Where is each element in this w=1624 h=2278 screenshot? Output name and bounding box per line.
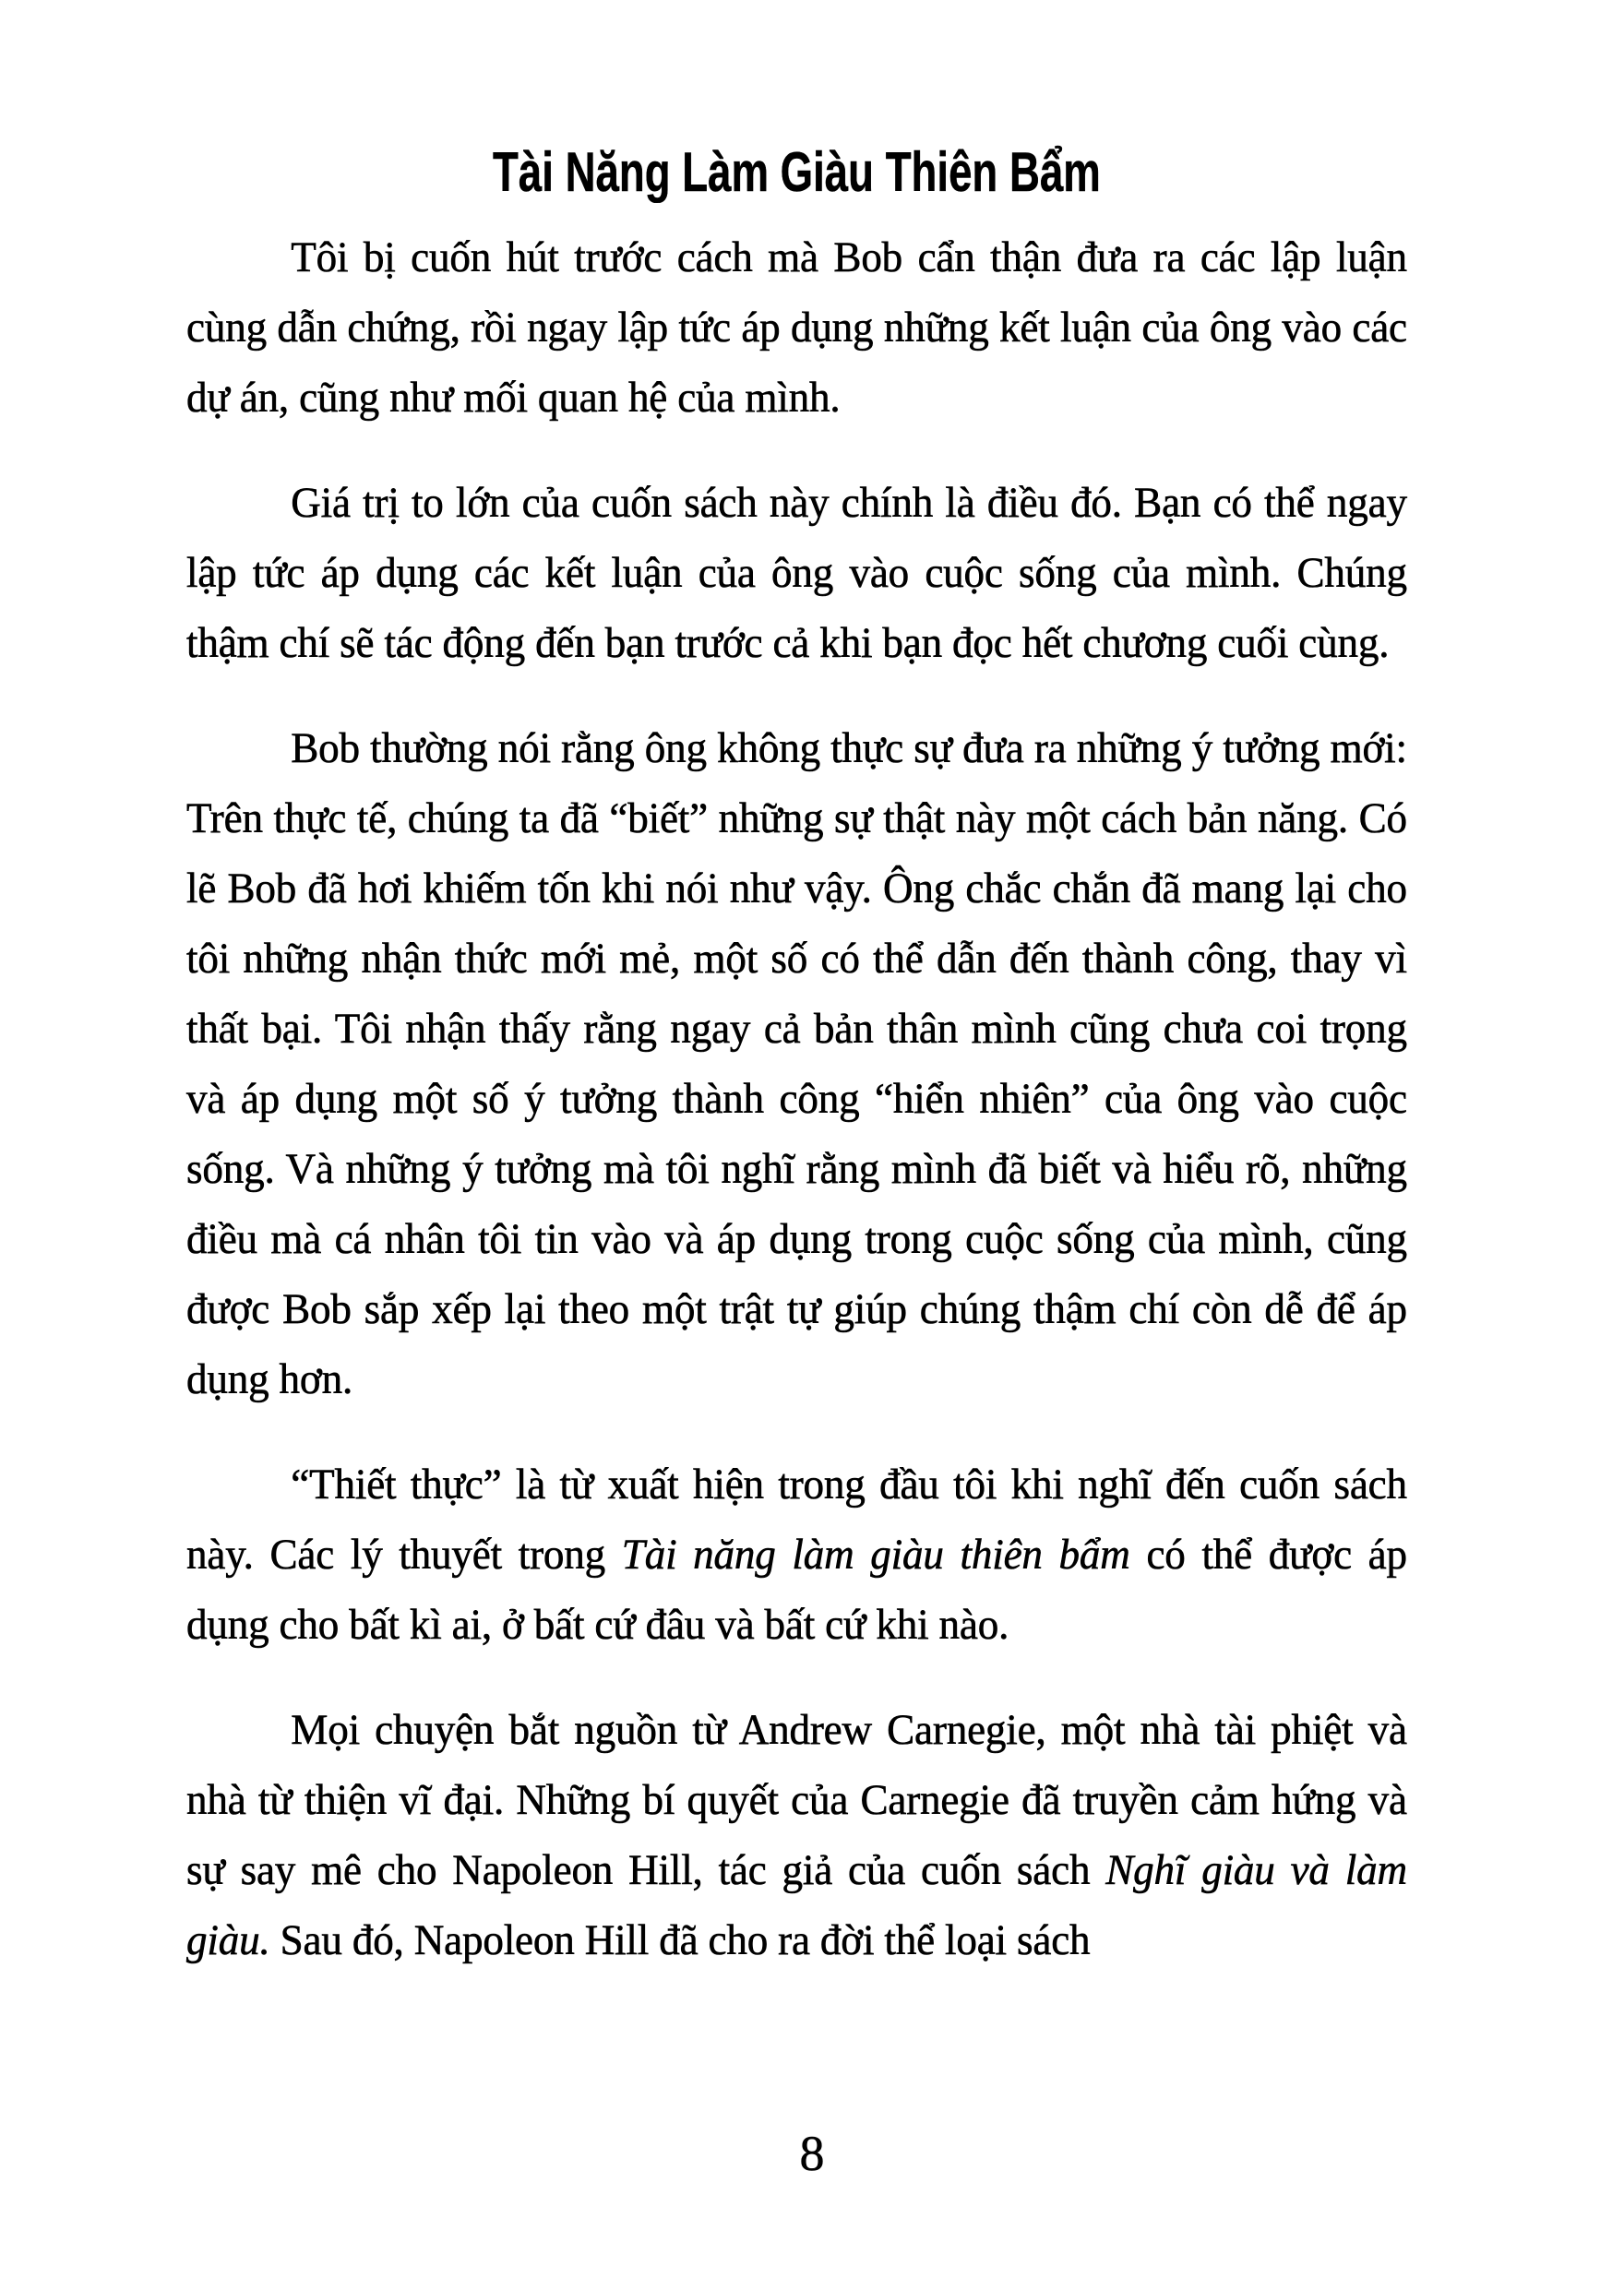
paragraph xyxy=(186,713,1407,1414)
text-run: Mọi chuyện bắt nguồn từ Andrew Carnegie, một nhà tài phiệt và nhà từ thiện vĩ đại. Những bí quyết của Carnegie đã truyền cảm hứng và sự say mê cho Napoleon Hill, tác giả của cuốn sách xyxy=(186,1706,1407,1894)
book-title-italic: Tài năng làm giàu thiên bẩm xyxy=(621,1531,1130,1579)
text-run: Tôi bị cuốn hút trước cách mà Bob cẩn thận đưa ra các lập luận cùng dẫn chứng, rồi ngay lập tức áp dụng những kết luận của ông vào các dự án, cũng như mối quan hệ của mình. xyxy=(186,233,1407,422)
text-run: Bob thường nói rằng ông không thực sự đưa ra những ý tưởng mới: Trên thực tế, chúng ta đã “biết” những sự thật này một cách bản năng. Có lẽ Bob đã hơi khiếm tốn khi nói như vậy. Ông chắc chắn đã mang lại cho tôi những nhận thức mới mẻ, một số có thể dẫn đến thành công, thay vì thất bại. Tôi nhận thấy rằng ngay cả bản thân mình cũng chưa coi trọng và áp dụng một số ý tưởng thành công “hiển nhiên” của ông vào cuộc sống. Và những ý tưởng mà tôi nghĩ rằng mình đã biết và hiểu rõ, những điều mà cá nhân tôi tin vào và áp dụng trong cuộc sống của mình, cũng được Bob sắp xếp lại theo một trật tự giúp chúng thậm chí còn dễ để áp dụng hơn. xyxy=(186,724,1407,1403)
paragraph xyxy=(186,1449,1407,1660)
page-body xyxy=(186,222,1407,1975)
book-title-italic: Nghĩ giàu và làm giàu. xyxy=(186,1846,1407,1964)
paragraph xyxy=(186,468,1407,678)
text-run: Giá trị to lớn của cuốn sách này chính là điều đó. Bạn có thể ngay lập tức áp dụng các kết luận của ông vào cuộc sống của mình. Chúng thậm chí sẽ tác động đến bạn trước cả khi bạn đọc hết chương cuối cùng. xyxy=(186,479,1407,667)
running-head xyxy=(186,141,1407,203)
text-run: Sau đó, Napoleon Hill đã cho ra đời thể loại sách xyxy=(269,1916,1091,1964)
text-run: có thể được áp dụng cho bất kì ai, ở bất cứ đâu và bất cứ khi nào. xyxy=(186,1531,1407,1649)
text-run: “Thiết thực” là từ xuất hiện trong đầu tôi khi nghĩ đến cuốn sách này. Các lý thuyết trong xyxy=(186,1461,1407,1579)
paragraph xyxy=(186,222,1407,433)
paragraph xyxy=(186,1695,1407,1975)
running-head-title: Tài Năng Làm Giàu Thiên Bẩm xyxy=(493,141,1101,203)
page-number: 8 xyxy=(799,2126,825,2181)
